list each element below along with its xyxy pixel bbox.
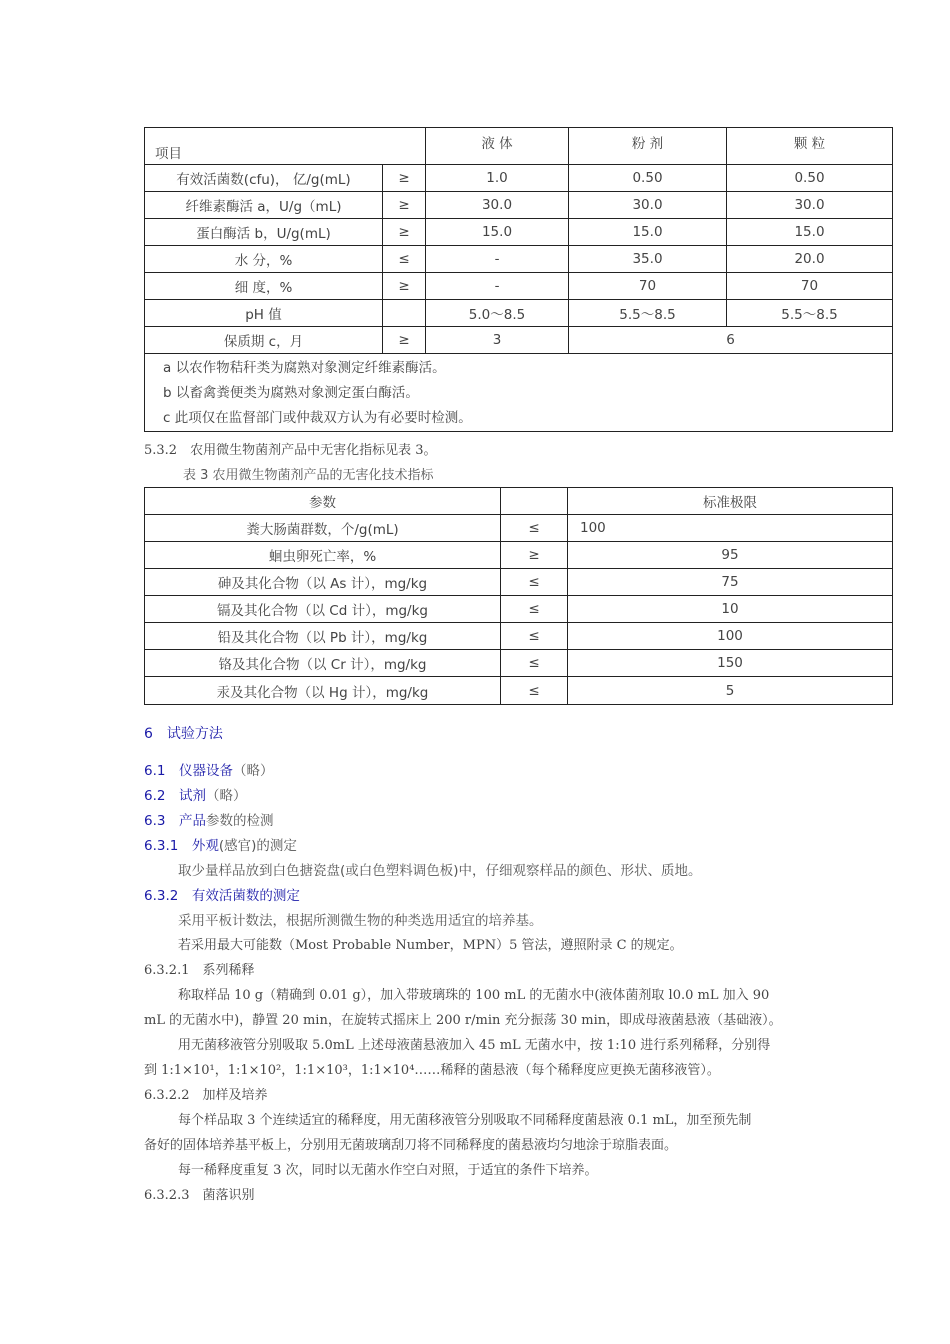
table-row [145, 596, 893, 623]
row-granule: 70 [727, 273, 893, 300]
section-6-2-num: 6.2 试剂 [144, 788, 206, 804]
header-op [501, 488, 568, 515]
row-powder: 15.0 [569, 219, 727, 246]
row-value: 100 [568, 623, 893, 650]
section-6-3-1 [144, 834, 297, 854]
section-6-3-2-3: 6.3.2.3 菌落识别 [144, 1188, 255, 1203]
table-row [145, 219, 893, 246]
row-name: 铬及其化合物（以 Cr 计），mg/kg [145, 650, 501, 677]
header-powder: 粉 剂 [569, 128, 727, 165]
row-op: ≤ [501, 677, 568, 705]
row-granule: 15.0 [727, 219, 893, 246]
row-powder: 30.0 [569, 192, 727, 219]
section-6-2 [144, 784, 246, 804]
table-row [145, 650, 893, 677]
product-spec-table [144, 127, 893, 432]
row-other: 6 [569, 327, 893, 354]
row-op: ≤ [501, 569, 568, 596]
row-name: 蛔虫卵死亡率，% [145, 542, 501, 569]
table-row [145, 515, 893, 542]
header-param: 参数 [145, 488, 501, 515]
table-row [145, 192, 893, 219]
section-6-1-rest: （略） [232, 763, 274, 779]
row-op: ≥ [383, 192, 426, 219]
section-6-3-rest: 参数的检测 [205, 813, 274, 829]
table-row [145, 327, 893, 354]
row-liquid: 30.0 [426, 192, 569, 219]
header-limit: 标准极限 [568, 488, 893, 515]
row-granule: 20.0 [727, 246, 893, 273]
row-op: ≥ [383, 165, 426, 192]
table-row [145, 246, 893, 273]
row-granule: 5.5～8.5 [727, 300, 893, 327]
para-6-3-2-1-a2: mL 的无菌水中)，静置 20 min，在旋转式摇床上 200 r/min 充分振荡 30 min，即成母液菌悬液（基础液）。 [144, 1013, 782, 1028]
row-name: 砷及其化合物（以 As 计），mg/kg [145, 569, 501, 596]
para-6-3-2-1-a1: 称取样品 10 g（精确到 0.01 g），加入带玻璃珠的 100 mL 的无菌水中(液体菌剂取 l0.0 mL 加入 90 [178, 988, 770, 1003]
note-c: c 此项仅在监督部门或仲裁双方认为有必要时检测。 [163, 410, 472, 426]
row-powder: 70 [569, 273, 727, 300]
section-6-3-num: 6.3 产品 [144, 813, 206, 829]
para-6-3-2-1-b2: 到 1:1×10¹，1:1×10²，1:1×10³，1:1×10⁴……稀释的菌悬液（每个稀释度应更换无菌移液管）。 [144, 1063, 720, 1078]
section-6-1-num: 6.1 仪器设备 [144, 763, 233, 779]
table-row [145, 623, 893, 650]
row-powder: 0.50 [569, 165, 727, 192]
para-6-3-2-b: 若采用最大可能数（Most Probable Number，MPN）5 管法，遵照附录 C 的规定。 [178, 938, 683, 953]
table-row [145, 300, 893, 327]
para-6-3-2-2-b: 每一稀释度重复 3 次，同时以无菌水作空白对照，于适宜的条件下培养。 [178, 1163, 598, 1178]
section-6-3-2: 6.3.2 有效活菌数的测定 [144, 888, 300, 904]
row-op: ≥ [383, 327, 426, 354]
section-6-1 [144, 759, 273, 779]
row-value: 95 [568, 542, 893, 569]
para-6-3-2-2-a2: 备好的固体培养基平板上，分别用无菌玻璃刮刀将不同稀释度的菌悬液均匀地涂于琼脂表面。 [144, 1138, 678, 1153]
table-notes [145, 354, 893, 432]
row-name: 铅及其化合物（以 Pb 计），mg/kg [145, 623, 501, 650]
row-op: ≤ [383, 246, 426, 273]
header-item: 项目 [145, 128, 426, 165]
row-liquid: - [426, 273, 569, 300]
row-liquid: 15.0 [426, 219, 569, 246]
row-op: ≤ [501, 596, 568, 623]
harmless-index-table [144, 487, 893, 705]
row-name: 汞及其化合物（以 Hg 计），mg/kg [145, 677, 501, 705]
row-name: 粪大肠菌群数，个/g(mL) [145, 515, 501, 542]
row-name: 镉及其化合物（以 Cd 计），mg/kg [145, 596, 501, 623]
row-name: 蛋白酶活 b，U/g(mL) [145, 219, 383, 246]
section-6-3-1-num: 6.3.1 外观 [144, 838, 219, 854]
section-6-3-1-rest: (感官)的测定 [218, 838, 297, 854]
para-6-3-2-2-a1: 每个样品取 3 个连续适宜的稀释度，用无菌移液管分别吸取不同稀释度菌悬液 0.1 mL，加至预先制 [178, 1113, 752, 1128]
row-name: pH 值 [145, 300, 383, 327]
row-granule: 30.0 [727, 192, 893, 219]
row-liquid: 1.0 [426, 165, 569, 192]
row-name: 水 分，% [145, 246, 383, 273]
row-op: ≤ [501, 623, 568, 650]
row-op: ≤ [501, 650, 568, 677]
table3-caption: 表 3 农用微生物菌剂产品的无害化技术指标 [183, 468, 434, 483]
row-op: ≥ [501, 542, 568, 569]
section-6-3-2-1: 6.3.2.1 系列稀释 [144, 963, 255, 978]
section-6-2-rest: （略） [205, 788, 247, 804]
row-value: 150 [568, 650, 893, 677]
para-6-3-2-1-b1: 用无菌移液管分别吸取 5.0mL 上述母液菌悬液加入 45 mL 无菌水中，按 1:10 进行系列稀释，分别得 [178, 1038, 771, 1053]
table-row [145, 165, 893, 192]
para-6-3-2-a: 采用平板计数法，根据所测微生物的种类选用适宜的培养基。 [178, 913, 543, 929]
row-liquid: 5.0～8.5 [426, 300, 569, 327]
table-row [145, 677, 893, 705]
row-op: ≥ [383, 219, 426, 246]
table-row [145, 273, 893, 300]
row-op: ≤ [501, 515, 568, 542]
note-b: b 以畜禽粪便类为腐熟对象测定蛋白酶活。 [163, 385, 419, 401]
row-name: 保质期 c，月 [145, 327, 383, 354]
header-granule: 颗 粒 [727, 128, 893, 165]
section-6-title: 6 试验方法 [144, 726, 223, 742]
row-value: 5 [568, 677, 893, 705]
row-powder: 5.5～8.5 [569, 300, 727, 327]
row-value: 10 [568, 596, 893, 623]
para-6-3-1: 取少量样品放到白色搪瓷盘(或白色塑料调色板)中，仔细观察样品的颜色、形状、质地。 [178, 863, 702, 879]
table-row [145, 542, 893, 569]
row-value: 100 [568, 515, 893, 542]
row-op [383, 300, 426, 327]
section-6-3 [144, 809, 273, 829]
section-5-3-2: 5.3.2 农用微生物菌剂产品中无害化指标见表 3。 [144, 443, 437, 458]
row-granule: 0.50 [727, 165, 893, 192]
row-liquid: 3 [426, 327, 569, 354]
header-liquid: 液 体 [426, 128, 569, 165]
table-row [145, 569, 893, 596]
note-a: a 以农作物秸秆类为腐熟对象测定纤维素酶活。 [163, 360, 446, 376]
row-powder: 35.0 [569, 246, 727, 273]
section-6-3-2-2: 6.3.2.2 加样及培养 [144, 1088, 268, 1103]
row-name: 细 度，% [145, 273, 383, 300]
row-op: ≥ [383, 273, 426, 300]
row-name: 有效活菌数(cfu)， 亿/g(mL) [145, 165, 383, 192]
row-liquid: - [426, 246, 569, 273]
row-value: 75 [568, 569, 893, 596]
row-name: 纤维素酶活 a，U/g（mL) [145, 192, 383, 219]
